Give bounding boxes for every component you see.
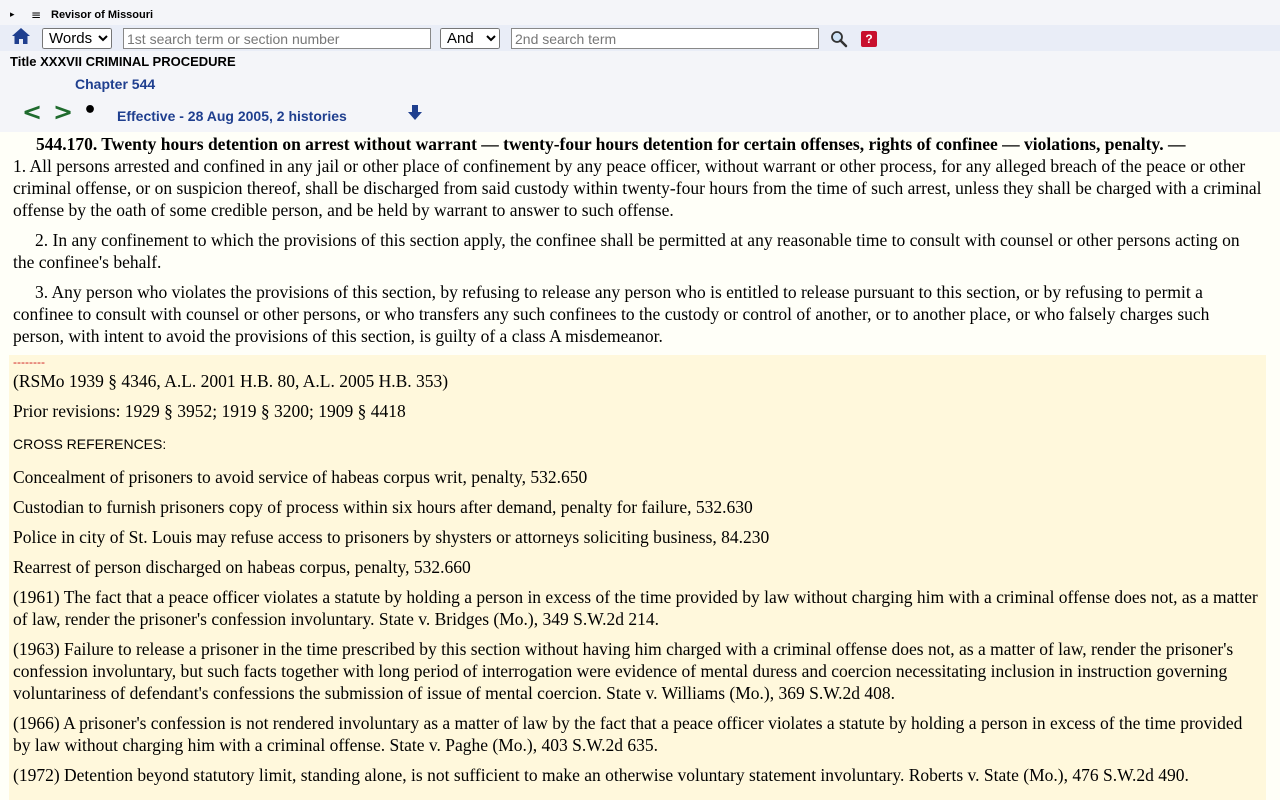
section-nav	[0, 98, 1280, 130]
prior-revisions: Prior revisions: 1929 § 3952; 1919 § 3200; 1909 § 4418	[13, 401, 406, 421]
top-header	[0, 8, 1280, 24]
section-paragraph-3: 3. Any person who violates the provisions of this section, by refusing to release any person who is entitled to release pursuant to this section, or by refusing to permit a confinee to consult with counsel or other persons, or who transfers any such confinees to the custody or control of another, or to another place, or who falsely charges such person, with intent to avoid the provisions of this section, is guilty of a class A misdemeanor.	[13, 282, 1210, 346]
arrow-down-icon[interactable]	[406, 104, 424, 122]
current-section-dot[interactable]: •	[83, 98, 98, 123]
site-brand[interactable]: Revisor of Missouri	[51, 9, 154, 21]
history-note: (RSMo 1939 § 4346, A.L. 2001 H.B. 80, A.L. 2005 H.B. 353)	[13, 371, 449, 391]
notes-divider: --------	[13, 355, 45, 369]
case-annotation: (1963) Failure to release a prisoner in the time prescribed by this section without having him charged with a criminal offense does not, as a matter of law, render the prisoner's confession involuntary, but such facts together with long period of interrogation were evidence of mental duress and coercion necessitating inclusion in instruction governing voluntariness of defendant's confessions the submission of issue of mental coercion. State v. Williams (Mo.), 369 S.W.2d 408.	[13, 639, 1234, 703]
help-icon[interactable]: ?	[861, 31, 877, 47]
section-heading: 544.170. Twenty hours detention on arrest without warrant — twenty-four hours detention for certain offenses, rights of confinee — violations, penalty. —	[36, 134, 1186, 154]
cross-reference-item[interactable]: Custodian to furnish prisoners copy of process within six hours after demand, penalty for failure, 532.630	[13, 497, 753, 517]
menu-icon[interactable]: ≡	[31, 8, 42, 22]
expand-toggle-icon[interactable]: ▸	[10, 10, 15, 20]
first-search-input[interactable]	[123, 28, 431, 49]
cross-reference-item[interactable]: Rearrest of person discharged on habeas corpus, penalty, 532.660	[13, 557, 471, 577]
title-breadcrumb[interactable]: Title XXXVII CRIMINAL PROCEDURE	[10, 54, 236, 69]
search-icon[interactable]	[830, 30, 848, 48]
previous-section-button[interactable]: <	[22, 98, 43, 126]
section-paragraph-1: 1. All persons arrested and confined in any jail or other place of confinement by any peace officer, without warrant or other process, for any alleged breach of the peace or other criminal offense, or on suspicion thereof, shall be discharged from said custody within twenty-four hours from the time of such arrest, unless they shall be charged with a criminal offense by the oath of some credible person, and be held by warrant to answer to such offense.	[13, 156, 1262, 220]
search-bar	[0, 25, 1280, 51]
case-annotation: (1961) The fact that a peace officer violates a statute by holding a person in excess of the time provided by law without charging him with a criminal offense does not, as a matter of law, render the prisoner's confession involuntary. State v. Bridges (Mo.), 349 S.W.2d 214.	[13, 587, 1258, 629]
home-icon[interactable]	[11, 26, 31, 46]
search-operator-select[interactable]	[440, 28, 500, 49]
section-notes	[9, 355, 1266, 800]
case-annotation: (1966) A prisoner's confession is not rendered involuntary as a matter of law by the fact that a peace officer violates a statute by holding a person in excess of the time provided by law without charging him with a criminal offense. State v. Paghe (Mo.), 403 S.W.2d 635.	[13, 713, 1243, 755]
next-section-button[interactable]: >	[53, 98, 74, 126]
cross-reference-item[interactable]: Concealment of prisoners to avoid service of habeas corpus writ, penalty, 532.650	[13, 467, 588, 487]
effective-date-link[interactable]: Effective - 28 Aug 2005, 2 histories	[117, 108, 347, 124]
cross-references-label: CROSS REFERENCES:	[13, 436, 167, 452]
chapter-link[interactable]: Chapter 544	[75, 76, 156, 92]
case-annotation: (1972) Detention beyond statutory limit, standing alone, is not sufficient to make an otherwise voluntary statement involuntary. Roberts v. State (Mo.), 476 S.W.2d 490.	[13, 765, 1189, 785]
section-paragraph-2: 2. In any confinement to which the provisions of this section apply, the confinee shall be permitted at any reasonable time to consult with counsel or other persons acting on the confinee's behalf.	[13, 230, 1240, 272]
second-search-input[interactable]	[511, 28, 819, 49]
search-mode-select[interactable]	[42, 28, 112, 49]
cross-reference-item[interactable]: Police in city of St. Louis may refuse access to prisoners by shysters or attorneys soliciting business, 84.230	[13, 527, 770, 547]
section-content	[0, 132, 1280, 800]
